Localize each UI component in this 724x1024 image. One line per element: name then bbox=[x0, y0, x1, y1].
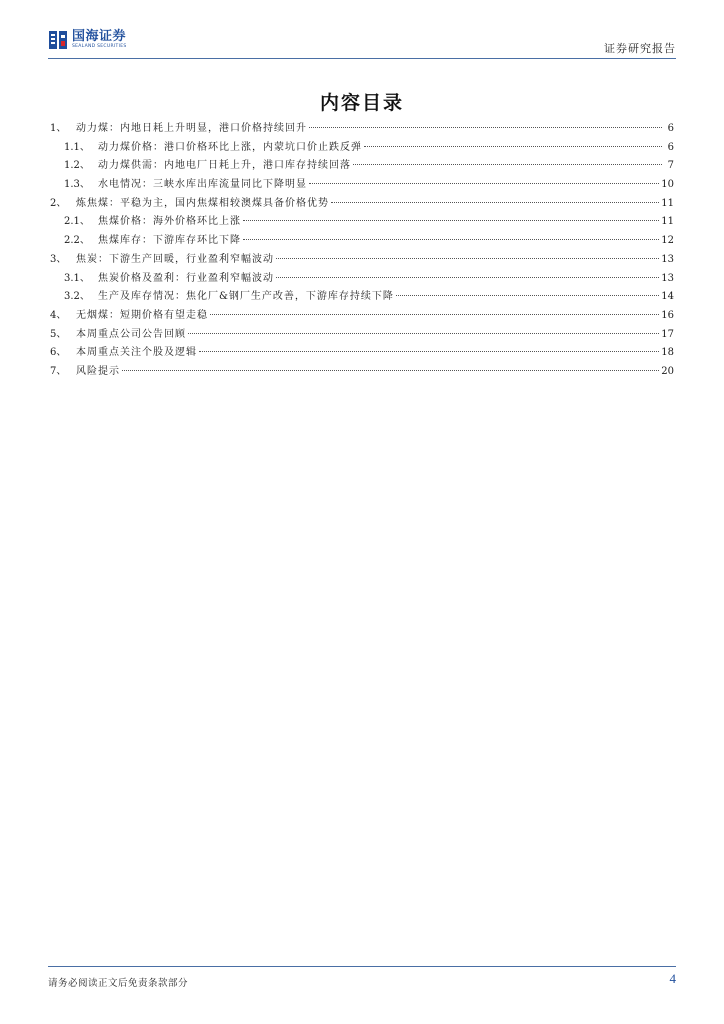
toc-entry-number: 3.2、 bbox=[64, 291, 90, 303]
toc-entry[interactable] bbox=[50, 270, 674, 289]
toc-entry-text: 风险提示 bbox=[76, 365, 120, 377]
toc-entry[interactable] bbox=[50, 195, 674, 214]
toc-entry-page: 13 bbox=[661, 253, 674, 265]
toc-entry[interactable] bbox=[50, 326, 674, 345]
toc-entry-page: 10 bbox=[661, 179, 674, 191]
toc-entry-page: 7 bbox=[667, 160, 674, 172]
logo-chinese-name: 国海证券 bbox=[72, 29, 127, 44]
toc-dot-leader bbox=[276, 277, 659, 278]
toc-entry[interactable] bbox=[50, 251, 674, 270]
toc-entry[interactable] bbox=[50, 307, 674, 326]
toc-entry-text: 本周重点公司公告回顾 bbox=[76, 328, 186, 340]
toc-entry-page: 17 bbox=[661, 328, 674, 340]
toc-entry-text: 动力煤：内地日耗上升明显，港口价格持续回升 bbox=[76, 123, 307, 134]
toc-dot-leader bbox=[396, 295, 659, 296]
toc-dot-leader bbox=[309, 183, 659, 184]
toc-entry-text: 无烟煤：短期价格有望走稳 bbox=[76, 309, 208, 321]
toc-dot-leader bbox=[331, 202, 659, 203]
logo-english-name: SEALAND SECURITIES bbox=[72, 44, 127, 49]
page-number: 4 bbox=[669, 971, 676, 986]
toc-entry[interactable] bbox=[50, 120, 674, 139]
toc-entry-text: 焦炭：下游生产回暖，行业盈利窄幅波动 bbox=[76, 253, 274, 265]
toc-entry-text: 焦炭价格及盈利：行业盈利窄幅波动 bbox=[98, 272, 274, 284]
page-footer bbox=[48, 966, 676, 989]
toc-entry-number: 2.2、 bbox=[64, 235, 90, 247]
toc-entry-text: 动力煤供需：内地电厂日耗上升，港口库存持续回落 bbox=[98, 160, 351, 172]
toc-entry-page: 20 bbox=[661, 365, 674, 377]
toc-title: 内容目录 bbox=[319, 92, 404, 114]
toc-dot-leader bbox=[210, 314, 659, 315]
toc-entry[interactable] bbox=[50, 213, 674, 232]
toc-entry[interactable] bbox=[50, 232, 674, 251]
toc-dot-leader bbox=[243, 239, 659, 240]
toc-entry-text: 水电情况：三峡水库出库流量同比下降明显 bbox=[98, 179, 307, 191]
toc-entry-number: 1.1、 bbox=[64, 141, 90, 153]
company-logo bbox=[48, 30, 127, 54]
toc-dot-leader bbox=[199, 351, 659, 352]
toc-entry-text: 本周重点关注个股及逻辑 bbox=[76, 347, 197, 359]
toc-entry-number: 1、 bbox=[50, 123, 67, 134]
toc-dot-leader bbox=[243, 220, 659, 221]
toc-entry-number: 1.3、 bbox=[64, 179, 90, 191]
table-of-contents bbox=[50, 120, 674, 382]
toc-entry[interactable] bbox=[50, 157, 674, 176]
toc-dot-leader bbox=[188, 333, 659, 334]
toc-entry-text: 焦煤库存：下游库存环比下降 bbox=[98, 235, 241, 247]
toc-dot-leader bbox=[353, 164, 662, 165]
toc-entry-number: 2、 bbox=[50, 197, 67, 209]
toc-entry[interactable] bbox=[50, 176, 674, 195]
toc-entry-page: 16 bbox=[661, 309, 674, 321]
toc-dot-leader bbox=[276, 258, 659, 259]
toc-entry-text: 焦煤价格：海外价格环比上涨 bbox=[98, 216, 241, 228]
toc-dot-leader bbox=[309, 127, 662, 128]
toc-entry-page: 14 bbox=[661, 291, 674, 303]
toc-dot-leader bbox=[364, 146, 662, 147]
toc-entry-text: 动力煤价格：港口价格环比上涨，内蒙坑口价止跌反弹 bbox=[98, 141, 362, 153]
toc-entry-number: 3、 bbox=[50, 253, 67, 265]
toc-dot-leader bbox=[122, 370, 659, 371]
toc-entry-number: 6、 bbox=[50, 347, 67, 359]
toc-entry-number: 2.1、 bbox=[64, 216, 90, 228]
toc-entry-page: 11 bbox=[661, 197, 674, 209]
disclaimer-note: 请务必阅读正文后免责条款部分 bbox=[48, 978, 189, 989]
toc-entry-page: 6 bbox=[667, 141, 674, 153]
toc-entry[interactable] bbox=[50, 288, 674, 307]
toc-entry-number: 4、 bbox=[50, 309, 67, 321]
toc-entry-page: 6 bbox=[667, 123, 674, 134]
sealand-logo-icon bbox=[48, 30, 68, 50]
toc-entry-text: 生产及库存情况：焦化厂&钢厂生产改善，下游库存持续下降 bbox=[98, 291, 394, 303]
toc-entry-page: 18 bbox=[661, 347, 674, 359]
page-header bbox=[48, 28, 676, 59]
toc-entry-number: 5、 bbox=[50, 328, 67, 340]
toc-entry-page: 13 bbox=[661, 272, 674, 284]
toc-entry-page: 11 bbox=[661, 216, 674, 228]
toc-entry[interactable] bbox=[50, 363, 674, 382]
toc-entry-text: 炼焦煤：平稳为主，国内焦煤相较澳煤具备价格优势 bbox=[76, 197, 329, 209]
toc-entry-number: 1.2、 bbox=[64, 160, 90, 172]
toc-entry-number: 7、 bbox=[50, 365, 67, 377]
report-type-label: 证券研究报告 bbox=[604, 42, 676, 55]
toc-entry-number: 3.1、 bbox=[64, 272, 90, 284]
toc-entry-page: 12 bbox=[661, 235, 674, 247]
toc-entry[interactable] bbox=[50, 344, 674, 363]
toc-entry[interactable] bbox=[50, 139, 674, 158]
